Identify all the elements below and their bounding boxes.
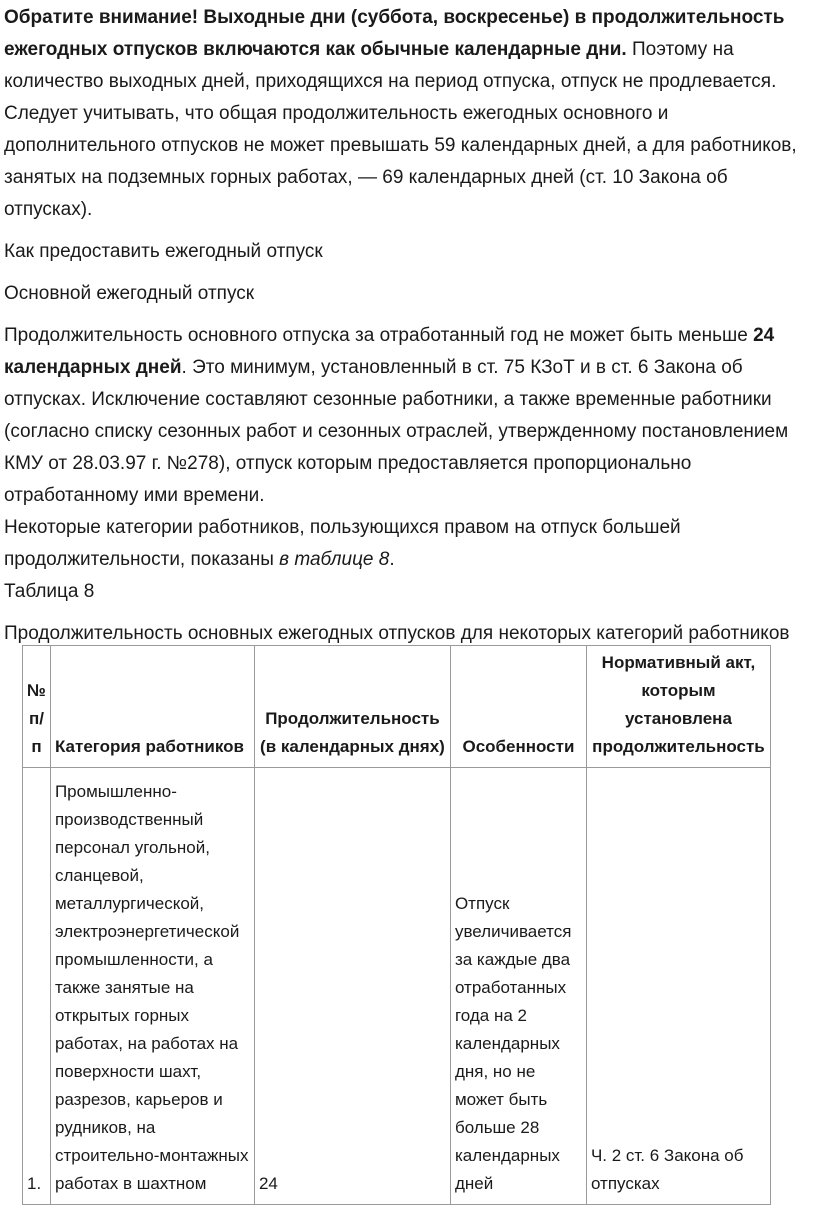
document-page xyxy=(4,2,812,650)
intro-bold-text: Обратите внимание! Выходные дни (суббота, воскресенье) в продолжительность ежегодных отпусков включаются как обычные календарные дни. xyxy=(4,7,785,60)
cell-features: Отпуск увеличивается за каждые два отработанных года на 2 календарных дня, но не может быть больше 28 календарных дней xyxy=(450,768,586,1205)
cell-normative-act: Ч. 2 ст. 6 Закона об отпусках xyxy=(586,768,770,1205)
para2-text-after: . xyxy=(389,549,395,570)
paragraph-categories xyxy=(4,512,812,576)
header-features: Особенности xyxy=(450,646,586,768)
intro-text: Поэтому на количество выходных дней, приходящихся на период отпуска, отпуск не продлевается. Следует учитывать, что общая продолжительность ежегодных основного и дополнительного отпусков не может превышать 59 календарных дней, а для работников, занятых на подземных горных работах, — 69 календарных дней (ст. 10 Закона об отпусках). xyxy=(4,39,797,220)
para1-text-after: . Это минимум, установленный в ст. 75 КЗоТ и в ст. 6 Закона об отпусках. Исключение составляют сезонные работники, а также временные работники (согласно списку сезонных работ и сезонных отраслей, утвержденному постановлением КМУ от 28.03.97 г. №278), отпуск которым предоставляется пропорционально отработанному ими времени. xyxy=(4,357,789,506)
cell-number: 1. xyxy=(23,768,51,1205)
cell-category: Промышленно-производственный персонал угольной, сланцевой, металлургической, электроэнергетической промышленности, а также занятые на открытых горных работах, на работах на поверхности шахт, разрезов, карьеров и рудников, на строительно-монтажных работах в шахтном xyxy=(50,768,254,1205)
para2-text-before: Некоторые категории работников, пользующихся правом на отпуск большей продолжительности, показаны xyxy=(4,517,681,570)
table-row xyxy=(23,768,771,1205)
paragraph-minimum-duration xyxy=(4,320,812,512)
header-duration: Продолжительность (в календарных днях) xyxy=(254,646,450,768)
table-label: Таблица 8 xyxy=(4,581,95,602)
intro-paragraph xyxy=(4,2,812,226)
para1-text-before: Продолжительность основного отпуска за отработанный год не может быть меньше xyxy=(4,325,754,346)
leave-duration-table xyxy=(22,645,771,1205)
heading-basic-leave: Основной ежегодный отпуск xyxy=(4,283,255,304)
heading-how-to-grant: Как предоставить ежегодный отпуск xyxy=(4,241,323,262)
cell-duration: 24 xyxy=(254,768,450,1205)
header-normative-act: Нормативный акт, которым установлена продолжительность xyxy=(586,646,770,768)
header-number: № п/п xyxy=(23,646,51,768)
table-header-row xyxy=(23,646,771,768)
table-reference-link: в таблице 8 xyxy=(279,549,390,570)
table-title: Продолжительность основных ежегодных отпусков для некоторых категорий работников xyxy=(4,623,790,644)
para1-bold-text: 24 календарных дней xyxy=(4,325,775,378)
header-category: Категория работников xyxy=(50,646,254,768)
